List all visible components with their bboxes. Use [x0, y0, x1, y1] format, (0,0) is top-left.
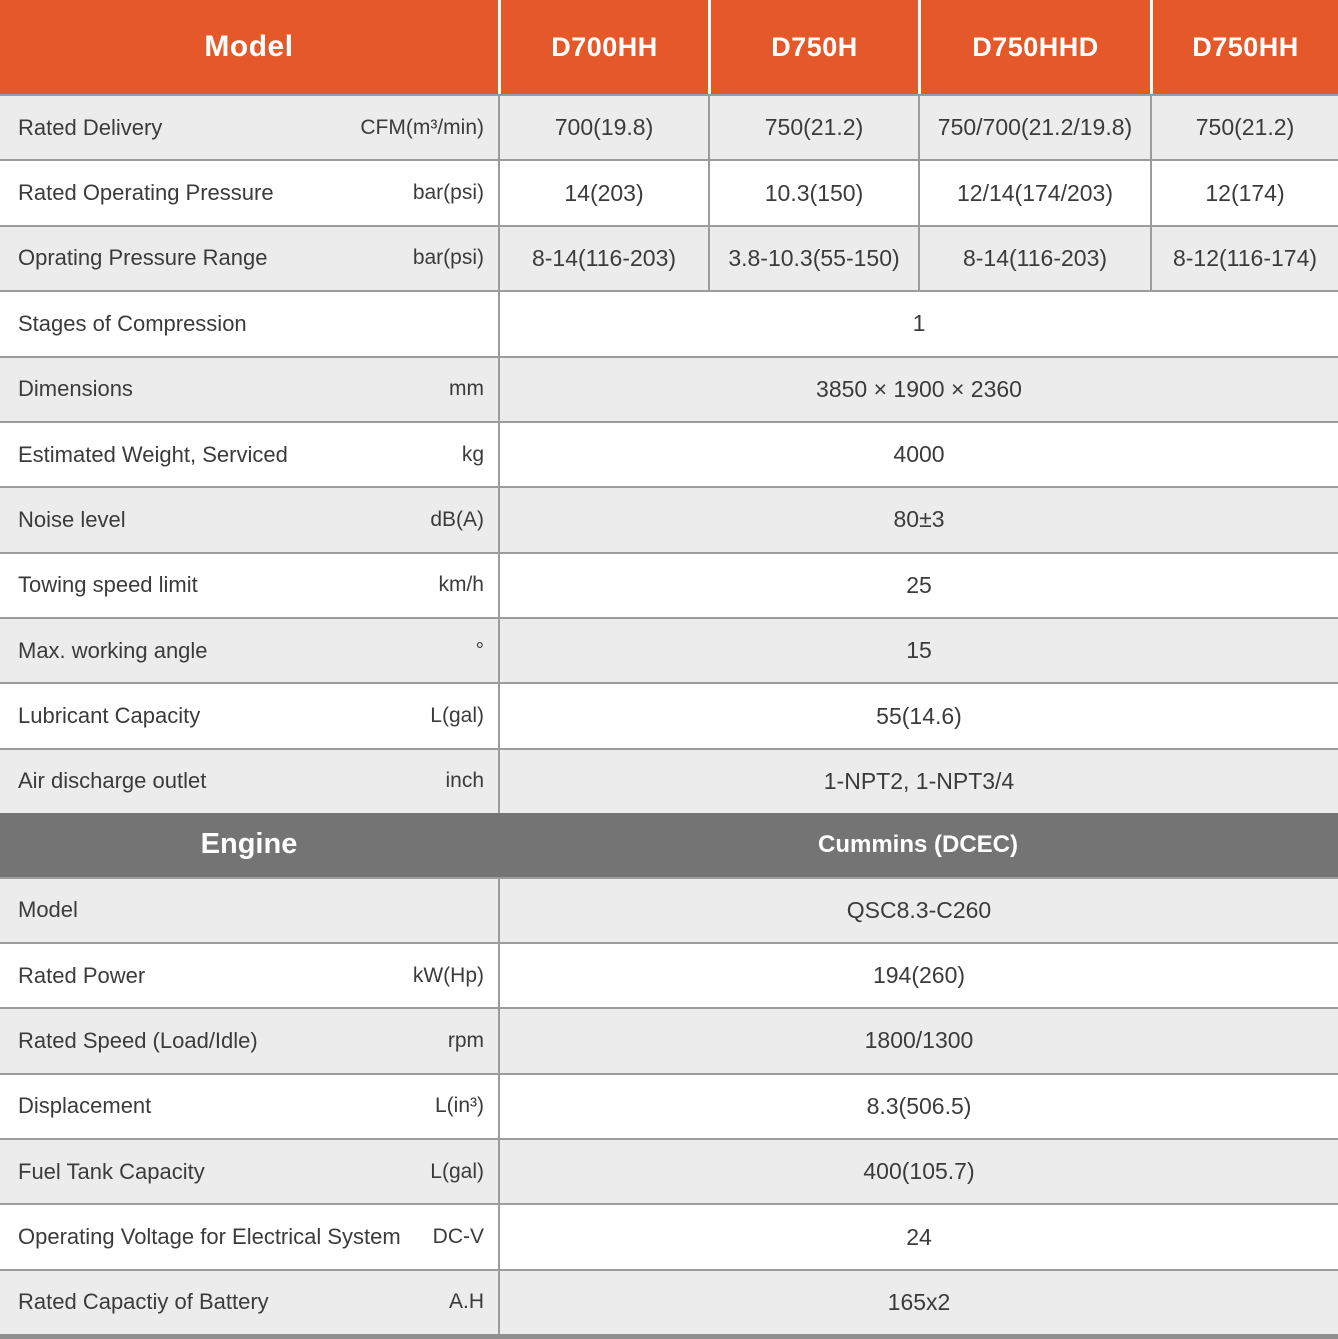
row-label: Rated Capactiy of Battery — [18, 1289, 269, 1315]
row-label-cell — [0, 292, 498, 355]
table-row — [0, 94, 1338, 159]
table-row — [0, 748, 1338, 813]
row-value-merged: 4000 — [498, 423, 1338, 486]
row-value-merged: 3850 × 1900 × 2360 — [498, 358, 1338, 421]
row-unit: A.H — [448, 1290, 484, 1314]
row-label-cell — [0, 227, 498, 290]
table-row — [0, 1269, 1338, 1334]
row-value: 12/14(174/203) — [918, 161, 1150, 224]
row-value-merged: 400(105.7) — [498, 1140, 1338, 1203]
row-label-cell — [0, 96, 498, 159]
row-value-merged: 1800/1300 — [498, 1009, 1338, 1072]
row-label: Model — [18, 897, 78, 923]
row-label: Max. working angle — [18, 637, 208, 663]
row-label: Operating Voltage for Electrical System — [18, 1224, 401, 1250]
engine-section-header — [0, 813, 1338, 876]
row-label: Noise level — [18, 506, 126, 532]
table-row — [0, 877, 1338, 942]
row-unit: L(gal) — [430, 704, 484, 728]
row-label-cell — [0, 1271, 498, 1334]
row-unit: rpm — [447, 1028, 484, 1052]
row-label-cell — [0, 358, 498, 421]
row-label: Air discharge outlet — [18, 768, 207, 794]
row-label-cell — [0, 488, 498, 551]
row-value-merged: 1-NPT2, 1-NPT3/4 — [498, 750, 1338, 813]
row-label: Rated Power — [18, 962, 146, 988]
header-model-d700hh: D700HH — [498, 0, 708, 94]
row-value: 14(203) — [498, 161, 708, 224]
engine-section-value: Cummins (DCEC) — [817, 830, 1018, 858]
table-row — [0, 682, 1338, 747]
table-row — [0, 1073, 1338, 1138]
row-value: 8-12(116-174) — [1150, 227, 1338, 290]
row-label: Rated Operating Pressure — [18, 180, 274, 206]
header-model-d750hh: D750HH — [1150, 0, 1338, 94]
table-bottom-border — [0, 1334, 1338, 1339]
row-unit: L(gal) — [430, 1159, 484, 1183]
row-label-cell — [0, 944, 498, 1007]
row-value: 700(19.8) — [498, 96, 708, 159]
header-model-d750h: D750H — [708, 0, 918, 94]
row-label-cell — [0, 1205, 498, 1268]
row-label-cell — [0, 619, 498, 682]
row-label: Towing speed limit — [18, 572, 198, 598]
row-value-merged: 25 — [498, 554, 1338, 617]
row-value: 8-14(116-203) — [918, 227, 1150, 290]
table-row — [0, 1203, 1338, 1268]
table-row — [0, 617, 1338, 682]
row-label-cell — [0, 879, 498, 942]
header-model-label: Model — [204, 30, 294, 63]
row-label-cell — [0, 1075, 498, 1138]
row-unit: dB(A) — [430, 507, 484, 531]
row-value: 3.8-10.3(55-150) — [708, 227, 918, 290]
table-row — [0, 486, 1338, 551]
row-value-merged: 8.3(506.5) — [498, 1075, 1338, 1138]
row-unit: mm — [449, 377, 484, 401]
row-value-merged: 24 — [498, 1205, 1338, 1268]
row-unit: bar(psi) — [412, 246, 484, 270]
table-header-row — [0, 0, 1338, 94]
row-label: Stages of Compression — [18, 310, 247, 336]
row-value-merged: 15 — [498, 619, 1338, 682]
row-value-merged: 80±3 — [498, 488, 1338, 551]
table-row — [0, 421, 1338, 486]
row-unit: ° — [475, 638, 484, 662]
table-row — [0, 552, 1338, 617]
table-row — [0, 159, 1338, 224]
row-label: Rated Delivery — [18, 114, 163, 140]
row-label-cell — [0, 1009, 498, 1072]
row-value: 750(21.2) — [708, 96, 918, 159]
header-model-d750hhd: D750HHD — [918, 0, 1150, 94]
row-label-cell — [0, 554, 498, 617]
table-row — [0, 225, 1338, 290]
row-unit: inch — [445, 769, 484, 793]
row-label: Dimensions — [18, 376, 133, 402]
table-row — [0, 356, 1338, 421]
row-label-cell — [0, 684, 498, 747]
row-unit: DC-V — [432, 1225, 484, 1249]
row-unit: CFM(m³/min) — [360, 115, 484, 139]
row-label: Rated Speed (Load/Idle) — [18, 1027, 258, 1053]
row-unit: km/h — [438, 573, 484, 597]
row-label: Oprating Pressure Range — [18, 245, 268, 271]
table-row — [0, 942, 1338, 1007]
row-unit: kg — [461, 442, 484, 466]
table-row — [0, 1138, 1338, 1203]
row-value: 750(21.2) — [1150, 96, 1338, 159]
row-unit: kW(Hp) — [412, 963, 484, 987]
row-label-cell — [0, 161, 498, 224]
row-unit: bar(psi) — [412, 181, 484, 205]
engine-section-label: Engine — [200, 828, 298, 861]
table-row — [0, 290, 1338, 355]
row-value: 12(174) — [1150, 161, 1338, 224]
row-label: Lubricant Capacity — [18, 703, 201, 729]
row-value-merged: QSC8.3-C260 — [498, 879, 1338, 942]
row-unit: L(in³) — [434, 1094, 484, 1118]
row-label-cell — [0, 423, 498, 486]
row-value: 10.3(150) — [708, 161, 918, 224]
row-label-cell — [0, 750, 498, 813]
row-value-merged: 1 — [498, 292, 1338, 355]
row-value-merged: 165x2 — [498, 1271, 1338, 1334]
row-value-merged: 55(14.6) — [498, 684, 1338, 747]
row-label: Fuel Tank Capacity — [18, 1158, 205, 1184]
row-value: 750/700(21.2/19.8) — [918, 96, 1150, 159]
table-row — [0, 1007, 1338, 1072]
row-label-cell — [0, 1140, 498, 1203]
row-value: 8-14(116-203) — [498, 227, 708, 290]
row-label: Displacement — [18, 1093, 152, 1119]
row-value-merged: 194(260) — [498, 944, 1338, 1007]
row-label: Estimated Weight, Serviced — [18, 441, 288, 467]
